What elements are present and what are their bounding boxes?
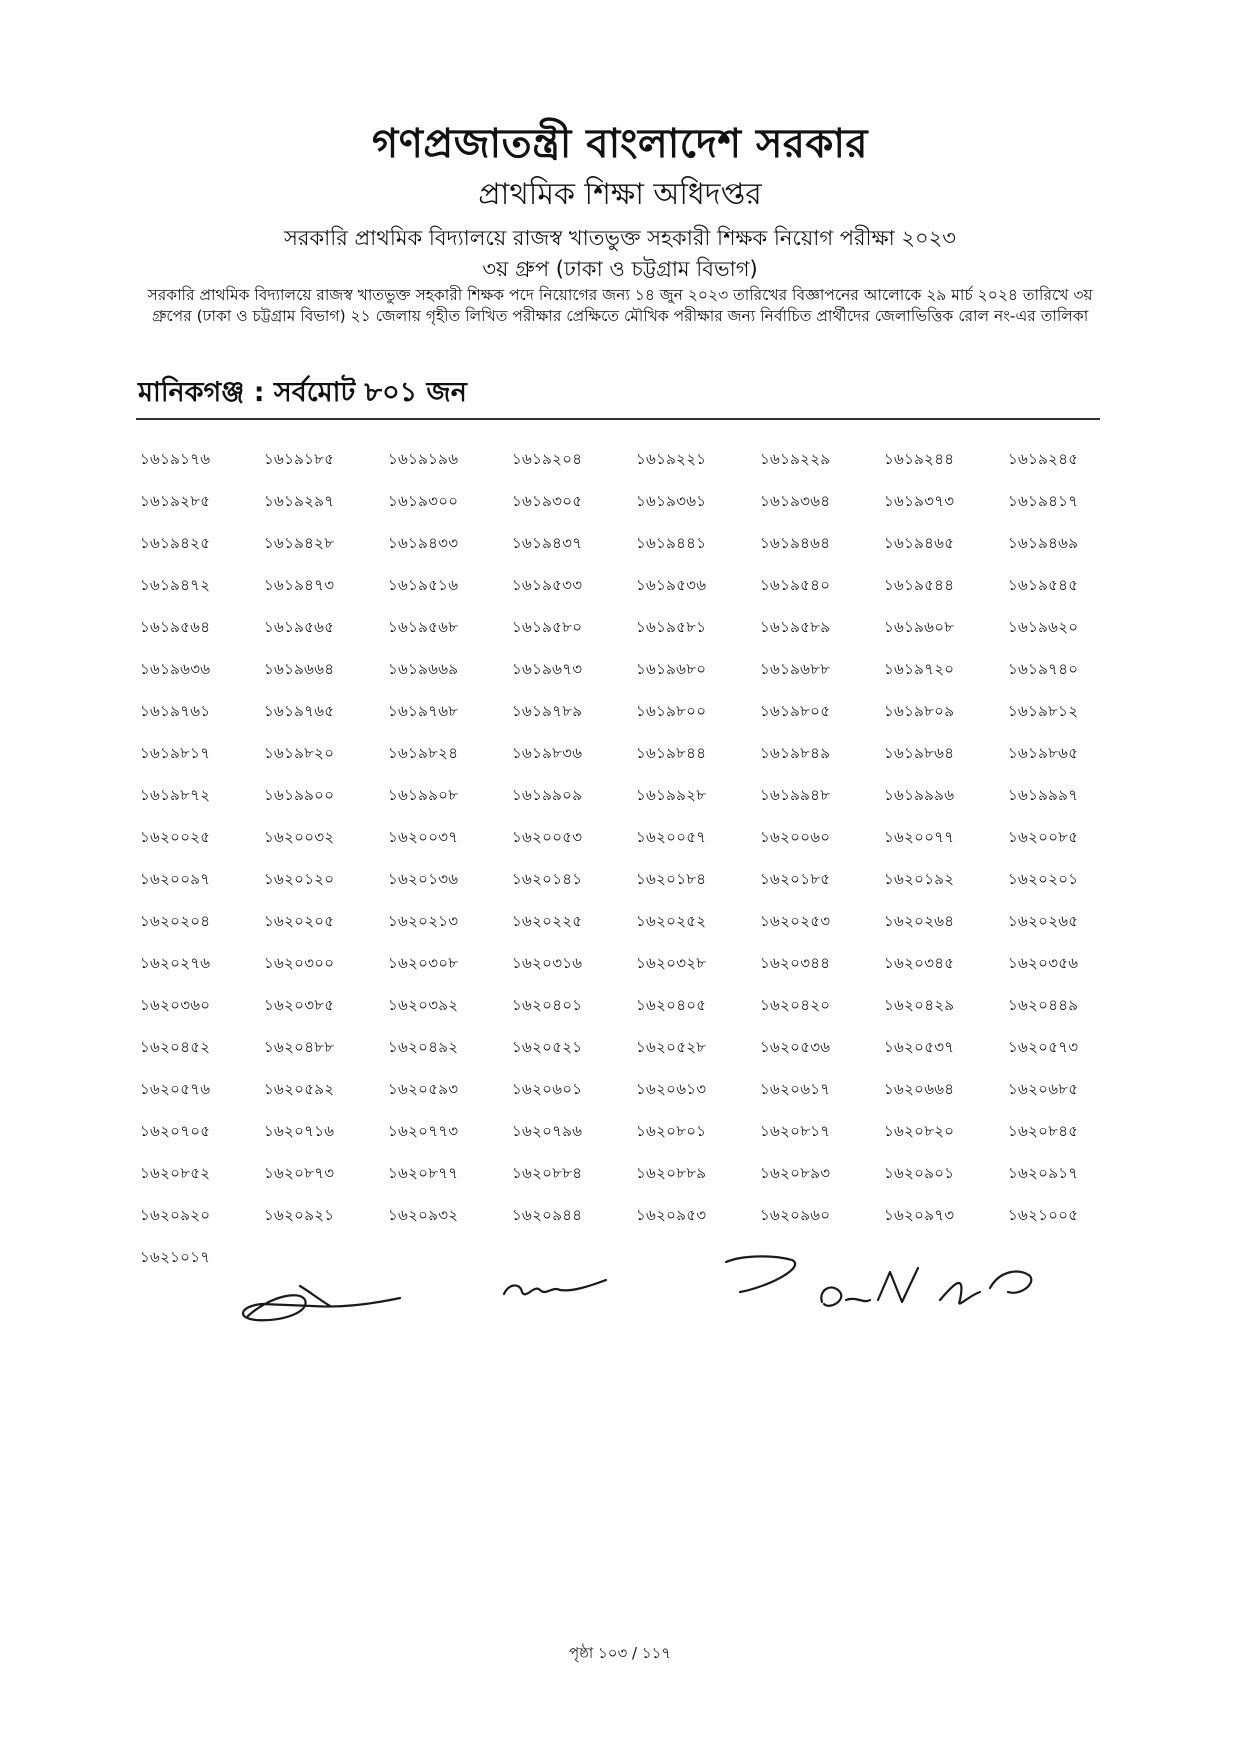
roll-number: ১৬২০৫৭৩ <box>1008 1038 1079 1056</box>
roll-number: ১৬১৯৯০৯ <box>512 786 583 804</box>
roll-number: ১৬১৯২২১ <box>636 450 707 468</box>
roll-number: ১৬২০৪৯২ <box>388 1038 459 1056</box>
roll-number: ১৬১৯১৭৬ <box>140 450 211 468</box>
roll-number: ১৬২০৮৪৫ <box>1008 1122 1079 1140</box>
roll-number: ১৬১৯৮২০ <box>264 744 335 762</box>
roll-number: ১৬১৯৬৬৪ <box>264 660 335 678</box>
roll-number: ১৬১৯৪৩৭ <box>512 534 583 552</box>
roll-number: ১৬২০০৩৭ <box>388 828 459 846</box>
roll-number: ১৬২০২০৪ <box>140 912 211 930</box>
roll-number: ১৬১৯৫৮৯ <box>760 618 831 636</box>
roll-number: ১৬১৯৩৬৪ <box>760 492 831 510</box>
roll-number: ১৬২০০৩২ <box>264 828 335 846</box>
signature-2 <box>504 1280 606 1294</box>
roll-number: ১৬১৯৩০৫ <box>512 492 583 510</box>
roll-number: ১৬১৯৫৩৬ <box>636 576 707 594</box>
roll-number: ১৬২০২৫২ <box>636 912 707 930</box>
roll-number: ১৬২০০৫৭ <box>636 828 707 846</box>
divider-line <box>136 418 1100 420</box>
group-heading: ৩য় গ্রুপ (ঢাকা ও চট্টগ্রাম বিভাগ) <box>482 257 758 281</box>
roll-number: ১৬২০৮৮৯ <box>636 1164 707 1182</box>
page-title: গণপ্রজাতন্ত্রী বাংলাদেশ সরকার <box>372 121 868 167</box>
description-text: সরকারি প্রাথমিক বিদ্যালয়ে রাজস্ব খাতভুক্ত সহকারী শিক্ষক পদে নিয়োগের জন্য ১৪ জুন ২০২৩ তারিখের বিজ্ঞাপনের আলোকে ২৯ মার্চ ২০২৪ তারিখে ৩য় গ্রুপের (ঢাকা ও চট্টগ্রাম বিভাগ) ২১ জেলায় গৃহীত লিখিত পরীক্ষার প্রেক্ষিতে মৌখিক পরীক্ষার জন্য নির্বাচিত প্রার্থীদের জেলাভিত্তিক রোল নং-এর তালিকা <box>147 286 1093 325</box>
roll-number: ১৬১৯৮১২ <box>1008 702 1079 720</box>
exam-heading: সরকারি প্রাথমিক বিদ্যালয়ে রাজস্ব খাতভুক্ত সহকারী শিক্ষক নিয়োগ পরীক্ষা ২০২৩ <box>284 226 956 250</box>
roll-number: ১৬১৯৬০৮ <box>884 618 955 636</box>
roll-number: ১৬১৯৪৩৩ <box>388 534 459 552</box>
roll-number: ১৬২০০৯৭ <box>140 870 211 888</box>
page-subtitle: প্রাথমিক শিক্ষা অধিদপ্তর <box>478 177 762 212</box>
roll-number: ১৬২০৪৮৮ <box>264 1038 335 1056</box>
roll-number: ১৬২০৪০১ <box>512 996 583 1014</box>
roll-number: ১৬২০৭৯৬ <box>512 1122 583 1140</box>
roll-number: ১৬১৯৪৪১ <box>636 534 707 552</box>
roll-number: ১৬১৯৮৭২ <box>140 786 211 804</box>
roll-number: ১৬২০৪৪৯ <box>1008 996 1079 1014</box>
roll-number: ১৬২০৫২৮ <box>636 1038 707 1056</box>
roll-number: ১৬২০৮৯৩ <box>760 1164 831 1182</box>
roll-number: ১৬১৯৭৬৮ <box>388 702 459 720</box>
roll-number: ১৬২০৮০১ <box>636 1122 707 1140</box>
roll-number: ১৬২০৫৯২ <box>264 1080 335 1098</box>
roll-number: ১৬১৯৬৮০ <box>636 660 707 678</box>
roll-number: ১৬২০২০৫ <box>264 912 335 930</box>
roll-number: ১৬১৯৮০৯ <box>884 702 955 720</box>
roll-number: ১৬১৯৫৮০ <box>512 618 583 636</box>
roll-number: ১৬১৯৪৬৪ <box>760 534 831 552</box>
roll-number: ১৬১৯৮০৫ <box>760 702 831 720</box>
roll-number: ১৬১৯৬২০ <box>1008 618 1079 636</box>
roll-number: ১৬২০৪২০ <box>760 996 831 1014</box>
roll-number: ১৬২০১৩৬ <box>388 870 459 888</box>
roll-number: ১৬২০৬৬৪ <box>884 1080 955 1098</box>
roll-number: ১৬১৯৮৪৪ <box>636 744 707 762</box>
roll-number: ১৬২০৭০৫ <box>140 1122 211 1140</box>
roll-number: ১৬২০৫৩৭ <box>884 1038 955 1056</box>
roll-number: ১৬২০১৮৫ <box>760 870 831 888</box>
roll-number: ১৬১৯৪৭৩ <box>264 576 335 594</box>
roll-number: ১৬১৯২৮৫ <box>140 492 211 510</box>
roll-number: ১৬২০৫২১ <box>512 1038 583 1056</box>
roll-number: ১৬২০০২৫ <box>140 828 211 846</box>
roll-number: ১৬১৯৫৬৫ <box>264 618 335 636</box>
roll-number: ১৬২০১২০ <box>264 870 335 888</box>
roll-number: ১৬১৯৭২০ <box>884 660 955 678</box>
roll-number: ১৬২১০০৫ <box>1008 1206 1079 1224</box>
roll-number: ১৬১৯৪২৮ <box>264 534 335 552</box>
roll-number: ১৬১৯৭৬৫ <box>264 702 335 720</box>
roll-number: ১৬২০০৬০ <box>760 828 831 846</box>
roll-number: ১৬২০৭৭৩ <box>388 1122 459 1140</box>
roll-number: ১৬১৯৮৬৫ <box>1008 744 1079 762</box>
roll-number: ১৬১৯৯৯৭ <box>1008 786 1079 804</box>
roll-number: ১৬২০৫৩৬ <box>760 1038 831 1056</box>
roll-number: ১৬২০৮২০ <box>884 1122 955 1140</box>
roll-number: ১৬২০৯৬০ <box>760 1206 831 1224</box>
roll-number: ১৬২০২২৫ <box>512 912 583 930</box>
roll-number: ১৬২০২৬৫ <box>1008 912 1079 930</box>
roll-number: ১৬১৯৫৩৩ <box>512 576 583 594</box>
roll-number: ১৬২০৩৮৫ <box>264 996 335 1014</box>
roll-number: ১৬১৯৫৪৫ <box>1008 576 1079 594</box>
roll-number: ১৬১৯২০৪ <box>512 450 583 468</box>
roll-number-grid <box>140 448 1100 1268</box>
roll-number: ১৬২০৯১৭ <box>1008 1164 1079 1182</box>
roll-number: ১৬১৯৬৩৬ <box>140 660 211 678</box>
roll-number: ১৬১৯৯৪৮ <box>760 786 831 804</box>
roll-number: ১৬১৯১৯৬ <box>388 450 459 468</box>
roll-number: ১৬১৯৯০০ <box>264 786 335 804</box>
roll-number: ১৬২০৭১৬ <box>264 1122 335 1140</box>
roll-number: ১৬২০৬১৭ <box>760 1080 831 1098</box>
roll-number: ১৬২০৯৫৩ <box>636 1206 707 1224</box>
page-number: পৃষ্ঠা ১০৩ / ১১৭ <box>568 1644 672 1662</box>
roll-number: ১৬১৯২২৯ <box>760 450 831 468</box>
roll-number: ১৬১৯৫৬৪ <box>140 618 211 636</box>
roll-number: ১৬১৯৫৪৪ <box>884 576 955 594</box>
roll-number: ১৬১৯৪৭২ <box>140 576 211 594</box>
roll-number: ১৬১৯৩৭৩ <box>884 492 955 510</box>
roll-number: ১৬২০৩০০ <box>264 954 335 972</box>
roll-number: ১৬১৯৮০০ <box>636 702 707 720</box>
roll-number: ১৬২০৪২৯ <box>884 996 955 1014</box>
roll-number: ১৬২০৪০৫ <box>636 996 707 1014</box>
roll-number: ১৬১৯৮৪৯ <box>760 744 831 762</box>
roll-number: ১৬২০৯৭৩ <box>884 1206 955 1224</box>
roll-number: ১৬১৯২৪৫ <box>1008 450 1079 468</box>
roll-number: ১৬২০৪৫২ <box>140 1038 211 1056</box>
roll-number: ১৬২০৩২৮ <box>636 954 707 972</box>
roll-number: ১৬১৯৩৬১ <box>636 492 707 510</box>
roll-number: ১৬১৯৮১৭ <box>140 744 211 762</box>
roll-number: ১৬২০৬১৩ <box>636 1080 707 1098</box>
roll-number: ১৬২০৯২০ <box>140 1206 211 1224</box>
roll-number: ১৬১৯৫৪০ <box>760 576 831 594</box>
roll-number: ১৬২০৮৫২ <box>140 1164 211 1182</box>
roll-number: ১৬২০২৬৪ <box>884 912 955 930</box>
roll-number: ১৬২০৩৫৬ <box>1008 954 1079 972</box>
roll-number: ১৬২০৯০১ <box>884 1164 955 1182</box>
roll-number: ১৬২০০৮৫ <box>1008 828 1079 846</box>
district-heading: মানিকগঞ্জ : সর্বমোট ৮০১ জন <box>138 377 467 408</box>
roll-number: ১৬২০৩৯২ <box>388 996 459 1014</box>
roll-number: ১৬১৯৮২৪ <box>388 744 459 762</box>
roll-number: ১৬২০৩৪৪ <box>760 954 831 972</box>
roll-number: ১৬১৯৪৬৫ <box>884 534 955 552</box>
roll-number: ১৬২০৮১৭ <box>760 1122 831 1140</box>
roll-number: ১৬১৯৪১৭ <box>1008 492 1079 510</box>
roll-number: ১৬২০৩৪৫ <box>884 954 955 972</box>
roll-number: ১৬১৯৮৬৪ <box>884 744 955 762</box>
signature-4 <box>821 1268 1031 1306</box>
roll-number: ১৬১৯৩০০ <box>388 492 459 510</box>
roll-number: ১৬২০০৭৭ <box>884 828 955 846</box>
roll-number: ১৬২০৯২১ <box>264 1206 335 1224</box>
roll-number: ১৬১৯৫১৬ <box>388 576 459 594</box>
roll-number: ১৬২০১৮৪ <box>636 870 707 888</box>
roll-number: ১৬২০২৭৬ <box>140 954 211 972</box>
roll-number: ১৬১৯৫৬৮ <box>388 618 459 636</box>
roll-number: ১৬১৯৭৬১ <box>140 702 211 720</box>
roll-number: ১৬১৯১৮৫ <box>264 450 335 468</box>
roll-number: ১৬২০৫৯৩ <box>388 1080 459 1098</box>
signature-1 <box>243 1286 400 1320</box>
roll-number: ১৬২০২০১ <box>1008 870 1079 888</box>
roll-number: ১৬১৯৫৮১ <box>636 618 707 636</box>
roll-number: ১৬২০৩৬০ <box>140 996 211 1014</box>
roll-number: ১৬২০২১৩ <box>388 912 459 930</box>
roll-number: ১৬২০৬৮৫ <box>1008 1080 1079 1098</box>
roll-number: ১৬২০১৯২ <box>884 870 955 888</box>
roll-number: ১৬২০৬০১ <box>512 1080 583 1098</box>
roll-number: ১৬১৯৬৬৯ <box>388 660 459 678</box>
roll-number: ১৬১৯৯০৮ <box>388 786 459 804</box>
roll-number: ১৬২০৮৭৭ <box>388 1164 459 1182</box>
roll-number: ১৬২০৩০৮ <box>388 954 459 972</box>
roll-number: ১৬২০৮৭৩ <box>264 1164 335 1182</box>
roll-number: ১৬১৯৪৬৯ <box>1008 534 1079 552</box>
roll-number: ১৬২০৩১৬ <box>512 954 583 972</box>
roll-number: ১৬১৯৭৮৯ <box>512 702 583 720</box>
roll-number: ১৬২০১৪১ <box>512 870 583 888</box>
roll-number: ১৬১৯৪২৫ <box>140 534 211 552</box>
roll-number: ১৬১৯৯২৮ <box>636 786 707 804</box>
roll-number: ১৬২১০১৭ <box>140 1248 211 1266</box>
roll-number: ১৬১৯৮৩৬ <box>512 744 583 762</box>
roll-number: ১৬২০৮৮৪ <box>512 1164 583 1182</box>
roll-number: ১৬১৯৬৮৮ <box>760 660 831 678</box>
roll-number: ১৬১৯২৪৪ <box>884 450 955 468</box>
roll-number: ১৬১৯২৯৭ <box>264 492 335 510</box>
roll-number: ১৬২০৯৩২ <box>388 1206 459 1224</box>
roll-number: ১৬২০৫৭৬ <box>140 1080 211 1098</box>
roll-number: ১৬২০০৫৩ <box>512 828 583 846</box>
roll-number: ১৬১৯৯৯৬ <box>884 786 955 804</box>
roll-number: ১৬২০২৫৩ <box>760 912 831 930</box>
roll-number: ১৬১৯৭৪০ <box>1008 660 1079 678</box>
roll-number: ১৬১৯৬৭৩ <box>512 660 583 678</box>
roll-number: ১৬২০৯৪৪ <box>512 1206 583 1224</box>
